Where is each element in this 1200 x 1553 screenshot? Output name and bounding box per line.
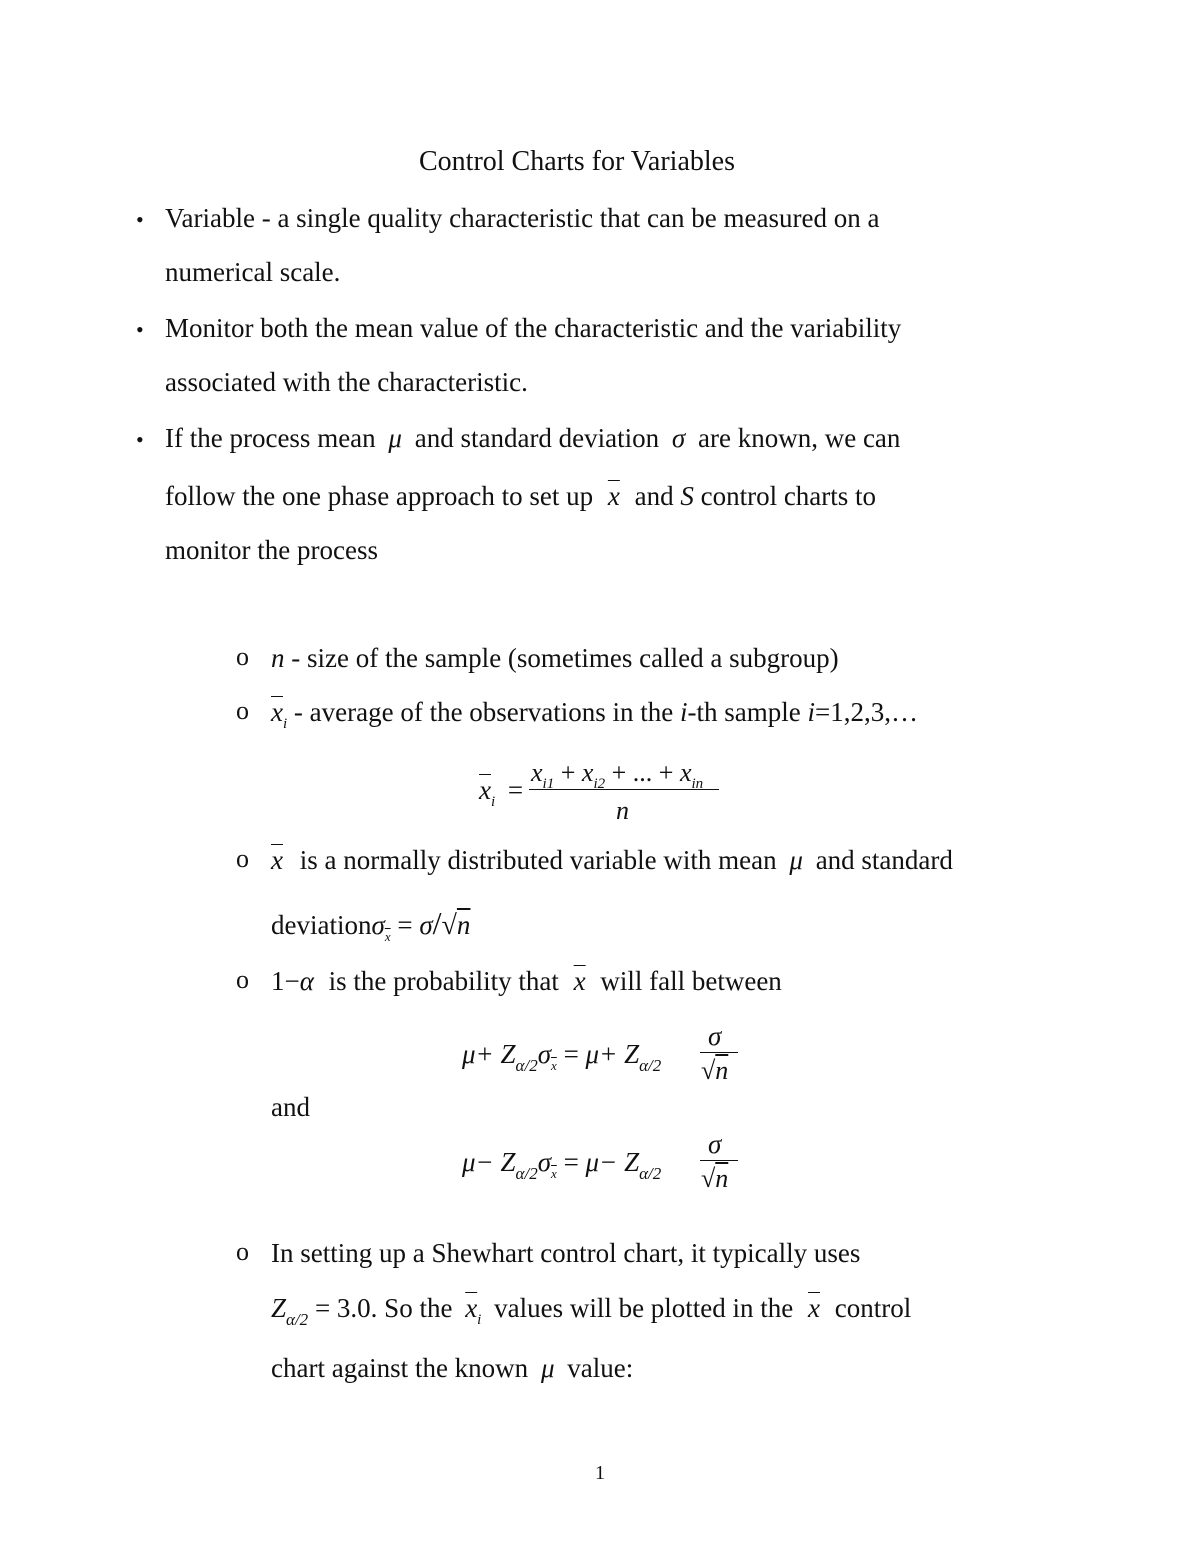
bullet-2-line-1: Monitor both the mean value of the characteristic and the variability <box>165 313 902 343</box>
sub-bullet-5-line-2: $Z_{\alpha/2} = 3.0$. So the $\overline{x}_i$ values will be plotted in the $\overline{x}$ control <box>271 1293 912 1329</box>
radical-icon: √ <box>701 1056 716 1085</box>
equation-upper-limit: $\mu+ Z_{\alpha/2}\sigma_{\overline{x}} = \mu+ Z_{\alpha/2}$ <box>462 1039 662 1075</box>
sub-bullet-icon: o <box>236 642 249 671</box>
sub-bullet-3-line-1: $\overline{x}$ is a normally distributed variable with mean μ and standard <box>271 845 953 875</box>
page-number: 1 <box>595 1462 605 1484</box>
equation-mean-numerator: $x_{i1} + x_{i2}$ + ... + $x_{in}$ <box>531 758 704 792</box>
mu-symbol: μ <box>789 845 803 875</box>
s-symbol: S <box>680 481 694 511</box>
fraction-numerator: σ <box>708 1021 722 1051</box>
sigma-symbol: σ <box>671 423 686 453</box>
sub-bullet-icon: o <box>236 965 249 994</box>
fraction-line <box>700 1052 738 1053</box>
mu-symbol: μ <box>540 1353 555 1383</box>
fraction-denominator: √n <box>701 1056 729 1085</box>
x-bar-symbol: $\overline{x}$ <box>465 1293 478 1323</box>
n-symbol: n <box>271 643 285 673</box>
sub-bullet-1: n - size of the sample (sometimes called a subgroup) <box>271 643 839 673</box>
x-bar-symbol: $\overline{x}$ <box>573 966 586 996</box>
radical-icon: √ <box>441 910 457 941</box>
bullet-3-line-3: monitor the process <box>165 535 378 565</box>
fraction-line <box>529 789 719 790</box>
equation-mean-denominator: n <box>616 796 629 825</box>
sub-bullet-icon: o <box>236 844 249 873</box>
equation-mean-lhs: $\overline{x}_i$ = <box>479 775 524 810</box>
bullet-3-line-1: If the process mean μ and standard deviation σ are known, we can <box>165 423 901 453</box>
bullet-1-line-1: Variable - a single quality characteristic that can be measured on a <box>165 203 880 233</box>
sub-bullet-4: 1−α is the probability that $\overline{x}$ will fall between <box>271 966 782 996</box>
equation-lower-limit: $\mu- Z_{\alpha/2}\sigma_{\overline{x}} = \mu- Z_{\alpha/2}$ <box>462 1147 662 1183</box>
x-bar-symbol: $\overline{x}$ <box>271 845 283 875</box>
bullet-icon: • <box>136 317 144 342</box>
bullet-icon: • <box>136 427 144 452</box>
x-bar-symbol: $\overline{x}$ <box>607 481 620 511</box>
page-title: Control Charts for Variables <box>419 146 735 177</box>
fraction-line <box>700 1160 738 1161</box>
sub-bullet-5-line-3: chart against the known μ value: <box>271 1353 634 1383</box>
sub-bullet-5-line-1: In setting up a Shewhart control chart, it typically uses <box>271 1238 861 1268</box>
bullet-2-line-2: associated with the characteristic. <box>165 367 528 397</box>
radical-icon: √ <box>701 1164 716 1193</box>
sub-bullet-icon: o <box>236 1237 249 1266</box>
sub-bullet-2: $\overline{x}_i$ - average of the observations in the i-th sample i=1,2,3,… <box>271 697 919 732</box>
sub-bullet-icon: o <box>236 696 249 725</box>
bullet-icon: • <box>136 207 144 232</box>
x-bar-symbol: $\overline{x}$ <box>271 697 283 727</box>
mu-symbol: μ <box>388 423 402 453</box>
fraction-numerator: σ <box>708 1129 722 1159</box>
fraction-denominator: √n <box>701 1164 729 1193</box>
sub-bullet-3-line-2: deviationσ$_{\overline{x}}$ = σ/√n <box>271 905 471 944</box>
and-text: and <box>271 1092 310 1122</box>
bullet-3-line-2: follow the one phase approach to set up $\overline{x}$ and S control charts to <box>165 481 877 511</box>
bullet-1-line-2: numerical scale. <box>165 257 341 287</box>
x-bar-symbol: $\overline{x}$ <box>808 1293 821 1323</box>
